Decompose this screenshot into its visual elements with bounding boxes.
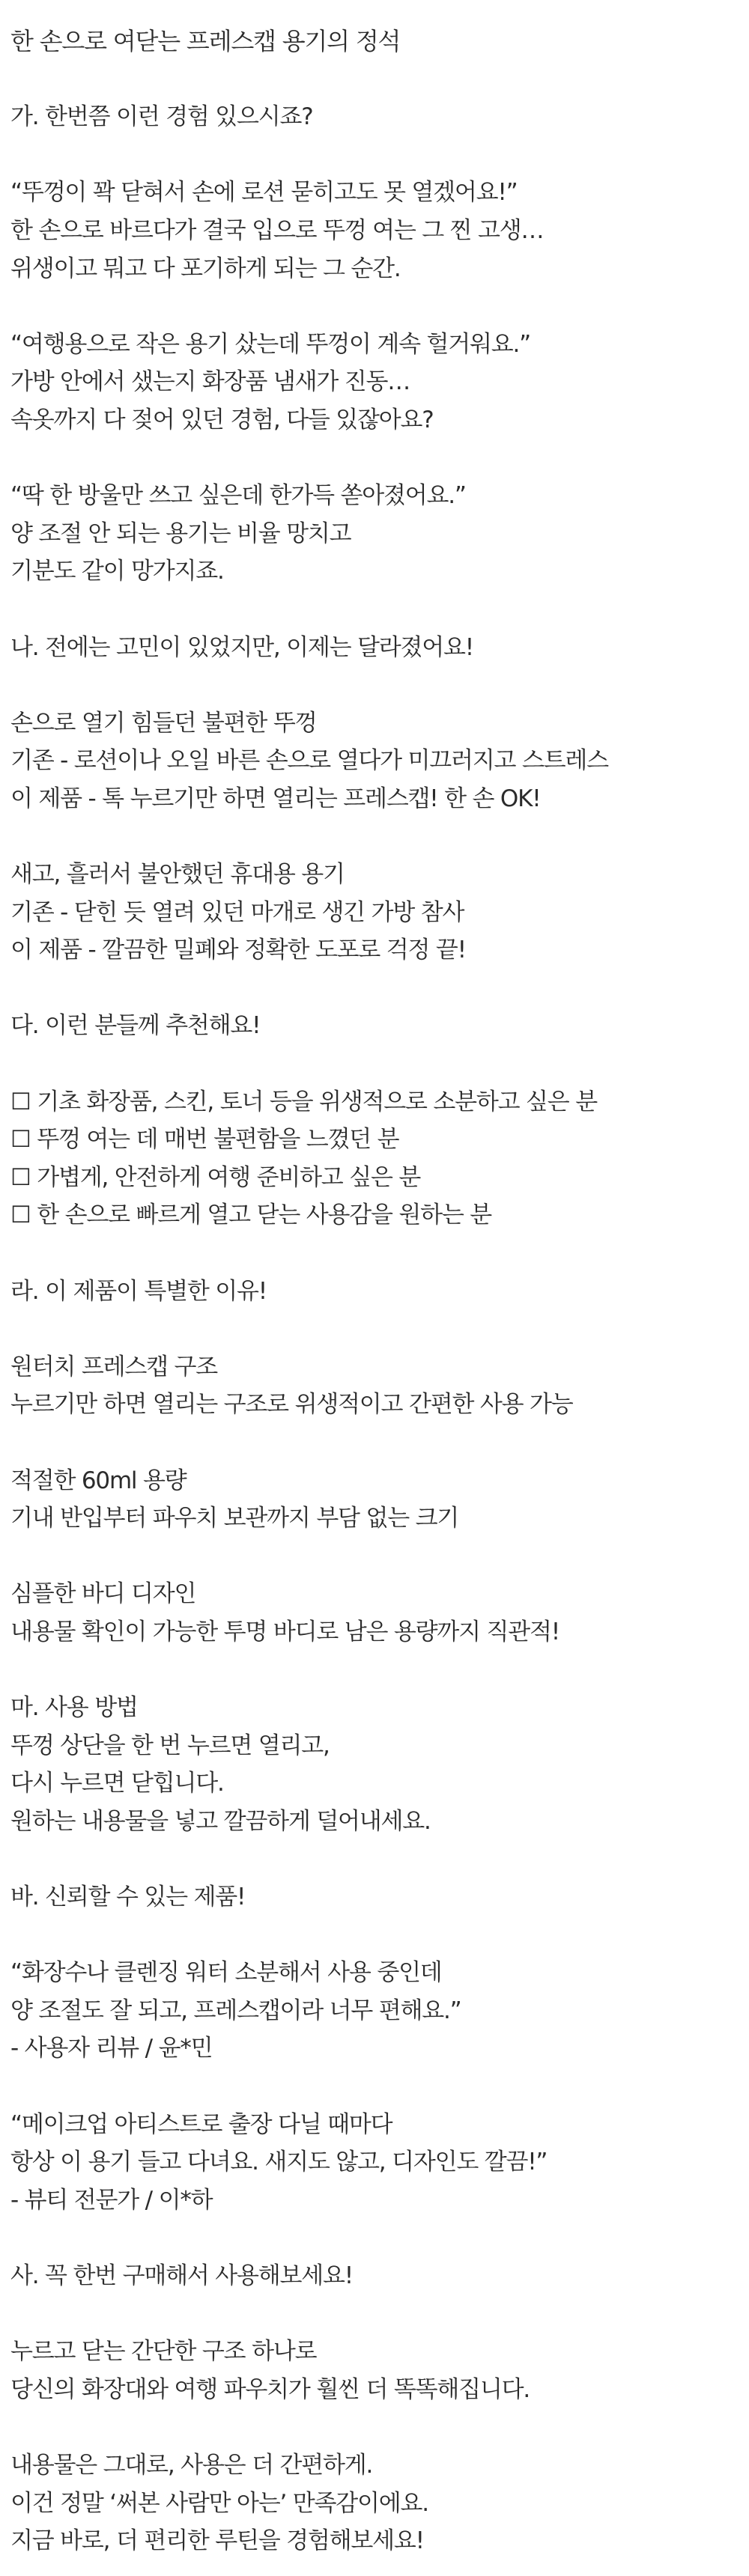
spacer: [10, 2219, 739, 2257]
body-line: 누르기만 하면 열리는 구조로 위생적이고 간편한 사용 가능: [10, 1391, 573, 1419]
body-line: 위생이고 뭐고 다 포기하게 되는 그 순간.: [10, 255, 401, 282]
body-line: 이 제품 - 톡 누르기만 하면 열리는 프레스캡! 한 손 OK!: [10, 785, 541, 812]
body-line: “화장수나 클렌징 워터 소분해서 사용 중인데: [10, 1959, 442, 1987]
body-line: 가방 안에서 샜는지 화장품 냄새가 진동…: [10, 368, 410, 396]
spacer: [10, 61, 739, 99]
body-line: ☐ 가볍게, 안전하게 여행 준비하고 싶은 분: [10, 1163, 421, 1191]
body-line: 원터치 프레스캡 구조: [10, 1353, 218, 1380]
spacer: [10, 2068, 739, 2106]
spacer: [10, 817, 739, 856]
spacer: [10, 1234, 739, 1273]
spacer: [10, 591, 739, 629]
spacer: [10, 2408, 739, 2446]
body-line: 기존 - 로션이나 오일 바른 손으로 열다가 미끄러지고 스트레스: [10, 747, 608, 775]
spacer: [10, 969, 739, 1008]
section-heading-na: 나. 전에는 고민이 있었지만, 이제는 달라졌어요!: [10, 633, 473, 661]
body-line: 누르고 닫는 간단한 구조 하나로: [10, 2338, 317, 2366]
section-heading-da: 다. 이런 분들께 추천해요!: [10, 1012, 261, 1040]
body-line: “여행용으로 작은 용기 샀는데 뚜껑이 계속 헐거워요.”: [10, 330, 530, 358]
document-title: 한 손으로 여닫는 프레스캡 용기의 정석: [10, 27, 401, 55]
spacer: [10, 1310, 739, 1348]
body-line: 뚜껑 상단을 한 번 누르면 열리고,: [10, 1732, 330, 1759]
spacer: [10, 1651, 739, 1690]
section-heading-ga: 가. 한번쯤 이런 경험 있으시죠?: [10, 103, 313, 131]
spacer: [10, 1424, 739, 1462]
spacer: [10, 136, 739, 174]
document-content: [10, 61, 739, 2560]
spacer: [10, 1045, 739, 1083]
body-line: 적절한 60ml 용량: [10, 1467, 187, 1494]
spacer: [10, 666, 739, 704]
body-line: 이건 정말 ‘써본 사람만 아는’ 만족감이에요.: [10, 2489, 428, 2517]
body-line: 양 조절도 잘 되고, 프레스캡이라 너무 편해요.”: [10, 1997, 461, 2024]
body-line: 기내 반입부터 파우치 보관까지 부담 없는 크기: [10, 1505, 459, 1532]
body-line: 기분도 같이 망가지죠.: [10, 558, 224, 585]
body-line: “딱 한 방울만 쓰고 싶은데 한가득 쏟아졌어요.”: [10, 482, 466, 510]
body-line: ☐ 한 손으로 빠르게 열고 닫는 사용감을 원하는 분: [10, 1202, 491, 1229]
body-line: 심플한 바디 디자인: [10, 1580, 196, 1608]
body-line: - 뷰티 전문가 / 이*하: [10, 2186, 213, 2214]
body-line: - 사용자 리뷰 / 윤*민: [10, 2035, 213, 2062]
body-line: 손으로 열기 힘들던 불편한 뚜껑: [10, 709, 317, 737]
spacer: [10, 1538, 739, 1576]
body-line: “뚜껑이 꽉 닫혀서 손에 로션 묻히고도 못 열겠어요!”: [10, 179, 518, 207]
body-line: 다시 누르면 닫힙니다.: [10, 1770, 224, 1797]
body-line: 당신의 화장대와 여행 파우치가 훨씬 더 똑똑해집니다.: [10, 2375, 530, 2403]
spacer: [10, 2295, 739, 2333]
section-heading-sa: 사. 꼭 한번 구매해서 사용해보세요!: [10, 2262, 353, 2290]
body-line: 속옷까지 다 젖어 있던 경험, 다들 있잖아요?: [10, 406, 434, 433]
body-line: 내용물 확인이 가능한 투명 바디로 남은 용량까지 직관적!: [10, 1618, 560, 1645]
body-line: 항상 이 용기 들고 다녀요. 새지도 않고, 디자인도 깔끔!”: [10, 2149, 548, 2176]
body-line: ☐ 기초 화장품, 스킨, 토너 등을 위생적으로 소분하고 싶은 분: [10, 1088, 597, 1115]
body-line: 지금 바로, 더 편리한 루틴을 경험해보세요!: [10, 2527, 424, 2555]
body-line: “메이크업 아티스트로 출장 다닐 때마다: [10, 2110, 392, 2138]
document-body: [10, 0, 739, 2560]
section-heading-ma: 마. 사용 방법: [10, 1694, 138, 1722]
section-heading-ra: 라. 이 제품이 특별한 이유!: [10, 1277, 267, 1305]
body-line: 원하는 내용물을 넣고 깔끔하게 덜어내세요.: [10, 1807, 431, 1835]
body-line: ☐ 뚜껑 여는 데 매번 불편함을 느꼈던 분: [10, 1126, 399, 1154]
section-heading-ba: 바. 신뢰할 수 있는 제품!: [10, 1884, 246, 1911]
body-line: 한 손으로 바르다가 결국 입으로 뚜껑 여는 그 찐 고생…: [10, 216, 544, 244]
spacer: [10, 287, 739, 326]
spacer: [10, 1916, 739, 1955]
spacer: [10, 1841, 739, 1879]
body-line: 기존 - 닫힌 듯 열려 있던 마개로 생긴 가방 참사: [10, 898, 464, 926]
body-line: 내용물은 그대로, 사용은 더 간편하게.: [10, 2452, 373, 2479]
spacer: [10, 439, 739, 478]
body-line: 새고, 흘러서 불안했던 휴대용 용기: [10, 861, 345, 889]
body-line: 양 조절 안 되는 용기는 비율 망치고: [10, 520, 351, 547]
body-line: 이 제품 - 깔끔한 밀폐와 정확한 도포로 걱정 끝!: [10, 937, 466, 964]
